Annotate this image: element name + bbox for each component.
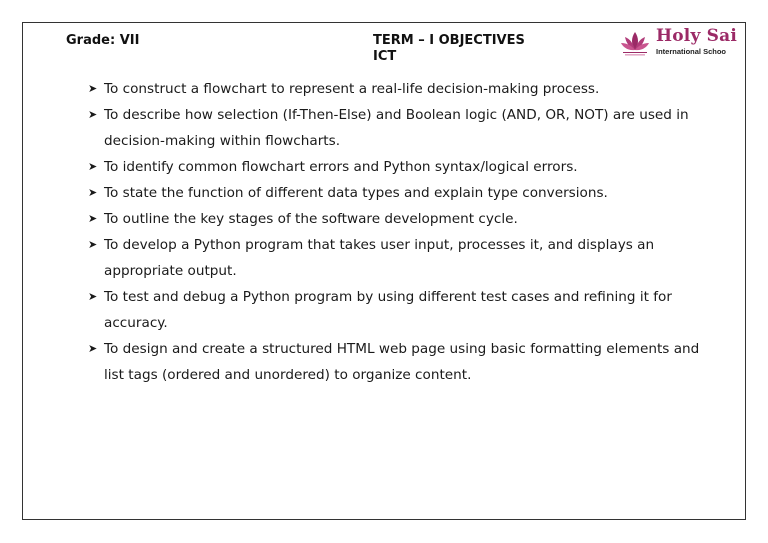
list-item bbox=[88, 232, 718, 284]
objectives-list bbox=[88, 76, 718, 388]
arrowhead-bullet-icon: ➤ bbox=[88, 186, 98, 199]
arrowhead-bullet-icon: ➤ bbox=[88, 160, 98, 173]
list-item bbox=[88, 102, 718, 154]
logo-name: Holy Sai bbox=[656, 26, 738, 46]
objective-text: To state the function of different data types and explain type conversions. bbox=[104, 185, 608, 201]
arrowhead-bullet-icon: ➤ bbox=[88, 82, 98, 95]
objective-text: To construct a flowchart to represent a real-life decision-making process. bbox=[104, 81, 600, 97]
arrowhead-bullet-icon: ➤ bbox=[88, 212, 98, 225]
objective-text: To design and create a structured HTML web page using basic formatting elements and list tags (ordered and unordered) to organize content. bbox=[104, 341, 700, 383]
objective-text: To test and debug a Python program by using different test cases and refining it for accuracy. bbox=[104, 289, 672, 331]
arrowhead-bullet-icon: ➤ bbox=[88, 290, 98, 303]
lotus-icon bbox=[620, 28, 650, 58]
grade-label: Grade: VII bbox=[66, 33, 140, 48]
arrowhead-bullet-icon: ➤ bbox=[88, 342, 98, 355]
objective-text: To develop a Python program that takes user input, processes it, and displays an appropriate output. bbox=[104, 237, 655, 279]
list-item bbox=[88, 180, 718, 206]
list-item bbox=[88, 336, 718, 388]
objective-text: To describe how selection (If-Then-Else) and Boolean logic (AND, OR, NOT) are used in decision-making within flowcharts. bbox=[104, 107, 689, 149]
objective-text: To outline the key stages of the software development cycle. bbox=[104, 211, 518, 227]
list-item bbox=[88, 206, 718, 232]
school-logo bbox=[620, 26, 738, 60]
arrowhead-bullet-icon: ➤ bbox=[88, 108, 98, 121]
objective-text: To identify common flowchart errors and Python syntax/logical errors. bbox=[104, 159, 578, 175]
subject-label: ICT bbox=[373, 49, 397, 64]
arrowhead-bullet-icon: ➤ bbox=[88, 238, 98, 251]
list-item bbox=[88, 76, 718, 102]
logo-subtitle: International Schoo bbox=[656, 47, 727, 56]
list-item bbox=[88, 154, 718, 180]
term-title: TERM – I OBJECTIVES bbox=[373, 33, 525, 48]
list-item bbox=[88, 284, 718, 336]
